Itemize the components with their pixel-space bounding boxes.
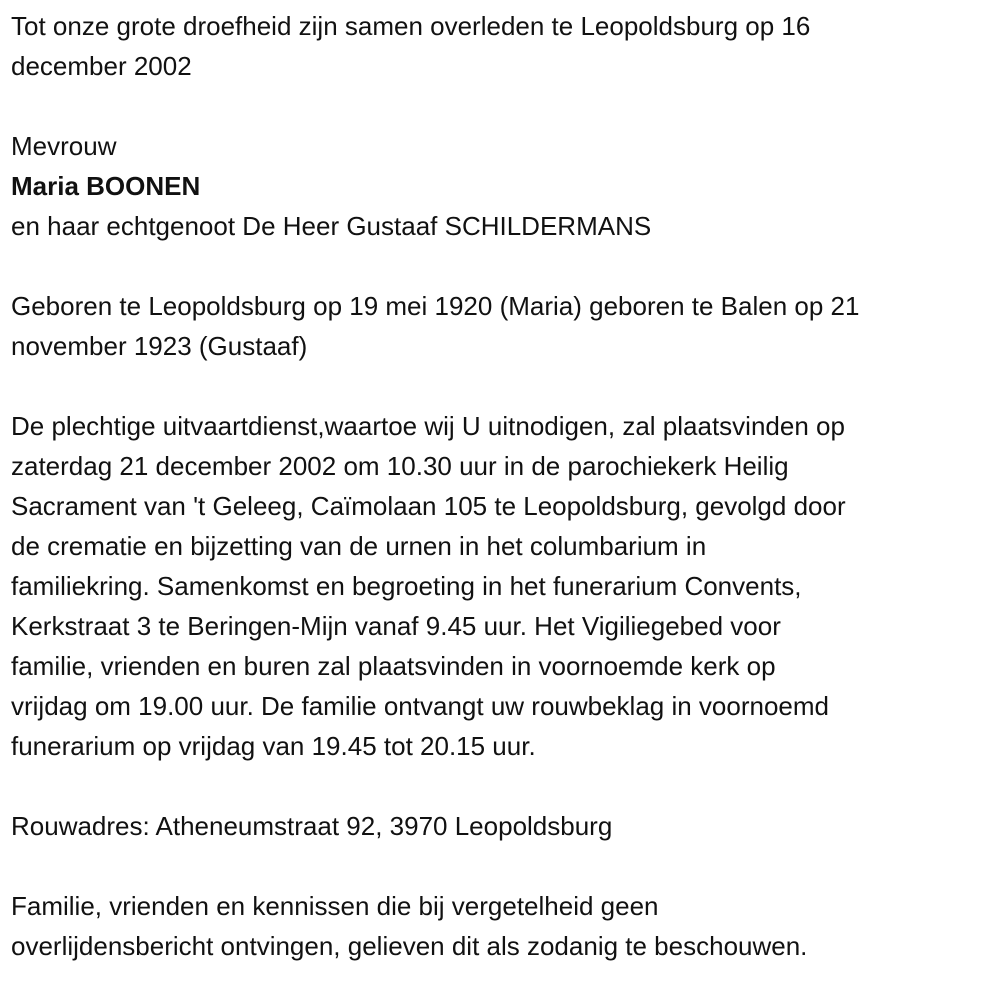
closing-paragraph — [11, 886, 859, 966]
text-line: De plechtige uitvaartdienst,waartoe wij U uitnodigen, zal plaatsvinden op — [11, 411, 845, 441]
text-line: vrijdag om 19.00 uur. De familie ontvangt uw rouwbeklag in voornoemd — [11, 691, 830, 721]
spouse-line: en haar echtgenoot De Heer Gustaaf SCHILDERMANS — [11, 211, 652, 241]
text-line: familie, vrienden en buren zal plaatsvinden in voornoemde kerk op — [11, 651, 776, 681]
text-line: november 1923 (Gustaaf) — [11, 331, 308, 361]
text-line: overlijdensbericht ontvingen, gelieven dit als zodanig te beschouwen. — [11, 931, 808, 961]
text-line: de crematie en bijzetting van de urnen in het columbarium in — [11, 531, 707, 561]
birth-paragraph — [11, 286, 859, 366]
intro-paragraph — [11, 6, 859, 86]
text-line: funerarium op vrijdag van 19.45 tot 20.15 uur. — [11, 731, 536, 761]
obituary-document — [11, 6, 859, 966]
text-line: familiekring. Samenkomst en begroeting in het funerarium Convents, — [11, 571, 802, 601]
salutation: Mevrouw — [11, 131, 117, 161]
mourning-address: Rouwadres: Atheneumstraat 92, 3970 Leopoldsburg — [11, 811, 613, 841]
text-line: Tot onze grote droefheid zijn samen overleden te Leopoldsburg op 16 — [11, 11, 811, 41]
deceased-name: Maria BOONEN — [11, 171, 201, 201]
text-line: Geboren te Leopoldsburg op 19 mei 1920 (Maria) geboren te Balen op 21 — [11, 291, 860, 321]
text-line: Kerkstraat 3 te Beringen-Mijn vanaf 9.45 uur. Het Vigiliegebed voor — [11, 611, 781, 641]
text-line: zaterdag 21 december 2002 om 10.30 uur in de parochiekerk Heilig — [11, 451, 789, 481]
text-line: december 2002 — [11, 51, 192, 81]
text-line: Familie, vrienden en kennissen die bij vergetelheid geen — [11, 891, 659, 921]
service-paragraph — [11, 406, 859, 766]
text-line: Sacrament van 't Geleeg, Caïmolaan 105 te Leopoldsburg, gevolgd door — [11, 491, 846, 521]
